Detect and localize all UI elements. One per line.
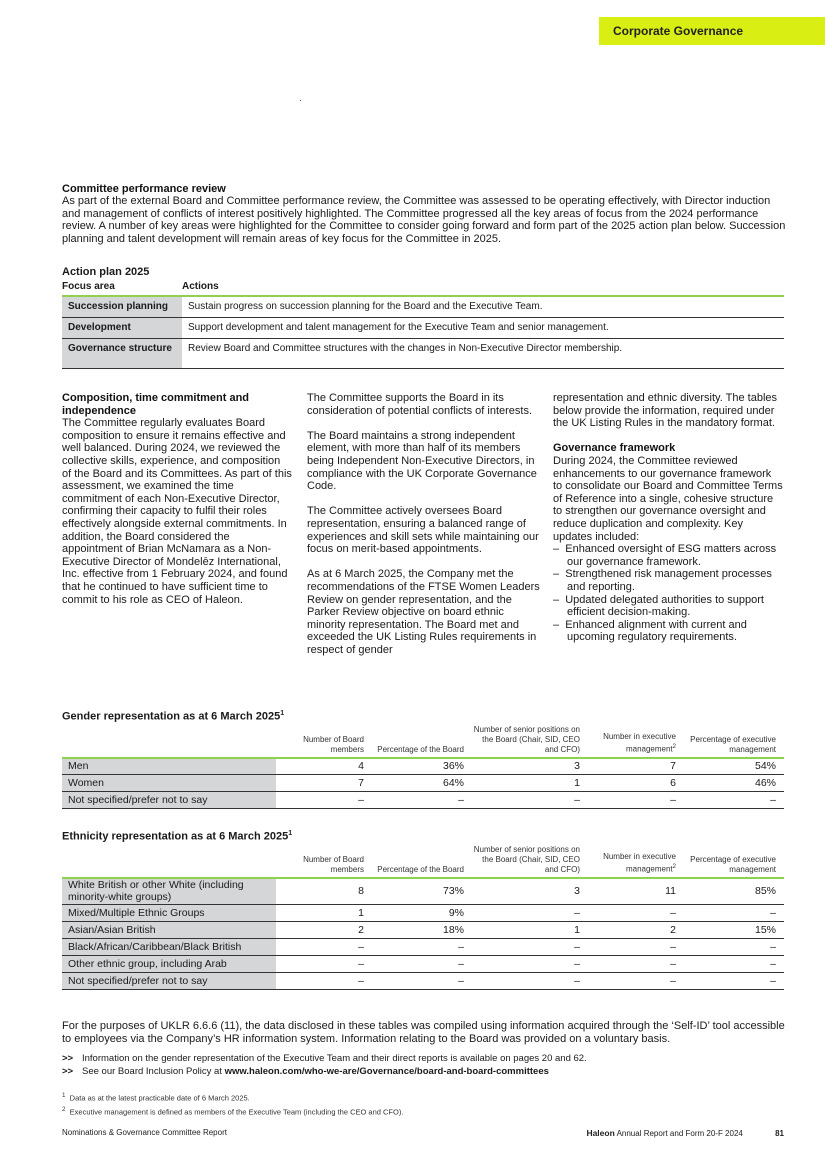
action-cell: Support development and talent management for the Executive Team and senior management. xyxy=(182,317,784,338)
col-senior-positions: Number of senior positions on the Board (Chair, SID, CEO and CFO) xyxy=(472,725,588,758)
gender-table-title: Gender representation as at 6 March 2025$^1$ xyxy=(62,710,285,723)
composition-heading: Composition, time commitment and independence xyxy=(62,392,250,417)
action-plan-table xyxy=(62,279,784,369)
footer-report: Annual Report and Form 20-F 2024 xyxy=(616,1129,743,1138)
table-cell: 7 xyxy=(276,775,372,792)
table-cell: – xyxy=(588,792,684,809)
footer-section: Nominations & Governance Committee Report xyxy=(62,1128,227,1137)
composition-p4: The Committee actively oversees Board representation, ensuring a balanced range of experiences and skill sets while maintaining our focus on merit-based appointments. xyxy=(307,505,539,556)
table-cell: – xyxy=(684,939,784,956)
footnote-2: $^2$ Executive management is defined as members of the Executive Team (including the CEO and CFO). xyxy=(62,1105,404,1116)
table-row xyxy=(62,973,784,990)
col-board-members: Number of Board members xyxy=(276,725,372,758)
table-cell: 64% xyxy=(372,775,472,792)
table-row xyxy=(62,922,784,939)
table-row xyxy=(62,296,784,317)
page-number: 81 xyxy=(775,1129,784,1138)
section-tag-label: Corporate Governance xyxy=(613,24,744,38)
framework-heading: Governance framework xyxy=(553,442,676,455)
table-cell: 18% xyxy=(372,922,472,939)
col-board-percentage: Percentage of the Board xyxy=(372,725,472,758)
gender-table xyxy=(62,725,784,810)
table-cell: – xyxy=(276,939,372,956)
arrow-icon: >> xyxy=(62,1053,74,1064)
ethnicity-table-title: Ethnicity representation as at 6 March 2025$^1$ xyxy=(62,830,293,843)
composition-p1: The Committee regularly evaluates Board composition to ensure it remains effective and well balanced. During 2024, we reviewed the collective skills, experience, and composition of the Board and its Committees. As part of this assessment, we examined the time commitment of each Non-Executive Director, confirming their capacity to fulfil their roles effectively alongside external commitments. In addition, the Board considered the appointment of Brian McNamara as a Non-Executive Director of Mondelēz International, Inc. effective from 1 February 2024, and found that he continued to have sufficient time to commit to his role as CEO of Haleon. xyxy=(62,417,292,606)
row-label: White British or other White (including minority-white groups) xyxy=(62,878,276,905)
col-focus-area: Focus area xyxy=(62,279,182,296)
table-cell: – xyxy=(684,905,784,922)
table-cell: – xyxy=(372,792,472,809)
table-cell: – xyxy=(472,973,588,990)
col-board-percentage: Percentage of the Board xyxy=(372,845,472,878)
table-row xyxy=(62,775,784,792)
gender-table-section xyxy=(62,710,784,809)
table-cell: 3 xyxy=(472,758,588,775)
row-label: Mixed/Multiple Ethnic Groups xyxy=(62,905,276,922)
table-cell: – xyxy=(588,939,684,956)
footnote-1: $^1$ Data as at the latest practicable date of 6 March 2025. xyxy=(62,1092,250,1103)
row-label: Women xyxy=(62,775,276,792)
reference-links xyxy=(62,1052,786,1078)
focus-cell: Governance structure xyxy=(62,338,182,368)
table-cell: – xyxy=(276,956,372,973)
ethnicity-table-section xyxy=(62,830,784,990)
table-cell: 46% xyxy=(684,775,784,792)
footer-right xyxy=(586,1128,784,1138)
page-footer xyxy=(62,1128,784,1137)
framework-item: – Enhanced oversight of ESG matters across our governance framework. xyxy=(553,543,777,568)
table-cell: – xyxy=(276,792,372,809)
focus-cell: Succession planning xyxy=(62,296,182,317)
row-label: Asian/Asian British xyxy=(62,922,276,939)
footnotes xyxy=(62,1090,786,1117)
performance-review xyxy=(62,183,786,245)
table-row xyxy=(62,758,784,775)
table-row xyxy=(62,939,784,956)
performance-text: As part of the external Board and Committee performance review, the Committee was assessed to be operating effectively, with Director induction and management of conflicts of interest positively highlighted. The Committee progressed all the key areas of focus from the 2024 performance review. A number of key areas were highlighted for the Committee to consider going forward and form part of the 2025 action plan below. Succession planning and talent development will remain areas of key focus for the Committee in 2025. xyxy=(62,195,786,245)
composition-p3: The Board maintains a strong independent element, with more than half of its members being Independent Non-Executive Directors, in compliance with the UK Corporate Governance Code. xyxy=(307,429,537,493)
reference-link-1: >> Information on the gender representation of the Executive Team and their direct reports is available on pages 20 and 62. xyxy=(62,1053,587,1064)
table-cell: – xyxy=(276,973,372,990)
table-cell: – xyxy=(372,956,472,973)
action-cell: Review Board and Committee structures with the changes in Non-Executive Director membership. xyxy=(182,338,784,368)
table-row xyxy=(62,956,784,973)
column-2 xyxy=(307,392,543,656)
table-cell: 7 xyxy=(588,758,684,775)
row-label: Other ethnic group, including Arab xyxy=(62,956,276,973)
table-row xyxy=(62,317,784,338)
table-row xyxy=(62,338,784,368)
row-label: Not specified/prefer not to say xyxy=(62,792,276,809)
column-1 xyxy=(62,392,292,606)
table-row xyxy=(62,792,784,809)
row-label: Men xyxy=(62,758,276,775)
action-plan-title: Action plan 2025 xyxy=(62,266,150,278)
ethnicity-table xyxy=(62,845,784,991)
row-label: Black/African/Caribbean/Black British xyxy=(62,939,276,956)
table-cell: – xyxy=(684,792,784,809)
table-cell: – xyxy=(472,792,588,809)
footer-brand: Haleon xyxy=(586,1128,615,1138)
table-cell: 2 xyxy=(588,922,684,939)
table-row xyxy=(62,905,784,922)
action-cell: Sustain progress on succession planning for the Board and the Executive Team. xyxy=(182,296,784,317)
table-cell: 6 xyxy=(588,775,684,792)
framework-item: – Updated delegated authorities to support efficient decision-making. xyxy=(553,593,764,619)
col-exec-percentage: Percentage of executive management xyxy=(684,725,784,758)
table-cell: – xyxy=(472,939,588,956)
col-board-members: Number of Board members xyxy=(276,845,372,878)
purpose-text: For the purposes of UKLR 6.6.6 (11), the data disclosed in these tables was compiled using information acquired through the ‘Self-ID’ tool accessible to employees via the Company’s HR information system. Information relating to the Board was provided on a voluntary basis. xyxy=(62,1020,785,1045)
table-cell: – xyxy=(588,905,684,922)
table-cell: 73% xyxy=(372,878,472,905)
table-cell: – xyxy=(588,973,684,990)
table-cell: – xyxy=(472,956,588,973)
table-cell: 4 xyxy=(276,758,372,775)
table-cell: 1 xyxy=(472,922,588,939)
arrow-icon: >> xyxy=(62,1066,74,1077)
table-cell: 54% xyxy=(684,758,784,775)
composition-p5: As at 6 March 2025, the Company met the recommendations of the FTSE Women Leaders Review on gender representation, and the Parker Review objective on board ethnic minority representation. The Board met and exceeded the UK Listing Rules requirements in respect of gender xyxy=(307,568,540,656)
stray-dot xyxy=(300,100,301,101)
table-cell: – xyxy=(372,973,472,990)
table-cell: – xyxy=(588,956,684,973)
performance-heading: Committee performance review xyxy=(62,183,226,195)
table-cell: 85% xyxy=(684,878,784,905)
table-cell: 2 xyxy=(276,922,372,939)
table-cell: 3 xyxy=(472,878,588,905)
table-cell: 1 xyxy=(276,905,372,922)
reference-link-2[interactable]: >> See our Board Inclusion Policy at www.haleon.com/who-we-are/Governance/board-and-board-committees xyxy=(62,1066,549,1077)
framework-text: During 2024, the Committee reviewed enhancements to our governance framework to consolidate our Board and Committee Terms of Reference into a single, cohesive structure to strengthen our governance oversight and reduce duplication and complexity. Key updates included: xyxy=(553,454,783,543)
col-exec-number: Number in executive management$^2$ xyxy=(588,845,684,878)
col-exec-number: Number in executive management$^2$ xyxy=(588,725,684,758)
column-3 xyxy=(553,392,783,644)
table-cell: – xyxy=(472,905,588,922)
framework-item: – Enhanced alignment with current and upcoming regulatory requirements. xyxy=(553,618,747,644)
table-cell: – xyxy=(684,956,784,973)
col-exec-percentage: Percentage of executive management xyxy=(684,845,784,878)
table-cell: 11 xyxy=(588,878,684,905)
row-label: Not specified/prefer not to say xyxy=(62,973,276,990)
table-cell: 15% xyxy=(684,922,784,939)
section-tag xyxy=(599,17,825,45)
framework-item: – Strengthened risk management processes and reporting. xyxy=(553,568,772,593)
composition-p6: representation and ethnic diversity. The tables below provide the information, required under the UK Listing Rules in the mandatory format. xyxy=(553,392,778,430)
table-cell: 36% xyxy=(372,758,472,775)
focus-cell: Development xyxy=(62,317,182,338)
table-cell: – xyxy=(372,939,472,956)
col-senior-positions: Number of senior positions on the Board (Chair, SID, CEO and CFO) xyxy=(472,845,588,878)
table-cell: 9% xyxy=(372,905,472,922)
table-cell: 8 xyxy=(276,878,372,905)
table-row xyxy=(62,878,784,905)
table-cell: 1 xyxy=(472,775,588,792)
policy-url-link[interactable]: www.haleon.com/who-we-are/Governance/board-and-board-committees xyxy=(224,1066,549,1077)
action-plan xyxy=(62,266,784,369)
table-cell: – xyxy=(684,973,784,990)
col-actions: Actions xyxy=(182,279,784,296)
composition-p2: The Committee supports the Board in its consideration of potential conflicts of interests. xyxy=(307,392,533,417)
